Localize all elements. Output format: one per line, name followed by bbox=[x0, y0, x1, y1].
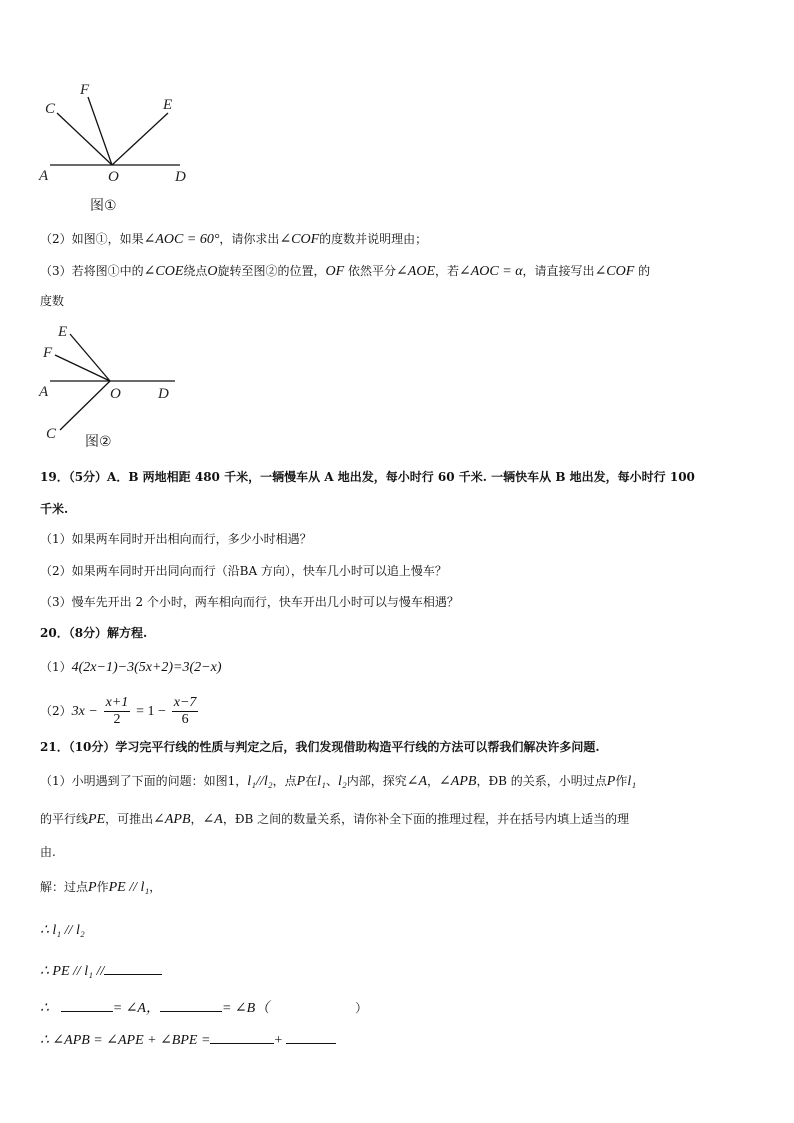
q21-solution-intro: 解：过点P作PE // l₁， bbox=[40, 880, 162, 895]
blank-step2[interactable] bbox=[104, 961, 162, 975]
figure-1 bbox=[30, 80, 210, 220]
q21-step3: ∴ = ∠A， = ∠B（ ） bbox=[40, 998, 764, 1018]
label-E: E bbox=[58, 324, 68, 340]
fraction-1: $\frac{x+1}{2}$ bbox=[105, 695, 129, 727]
q21-part1-line3: 由. bbox=[40, 845, 56, 859]
q21-step1: ∴ l₁ // l₂ bbox=[40, 923, 85, 938]
q21-part1-line1: （1）小明遇到了下面的问题：如图1，l₁//l₂，点P在l₁、l₂内部，探究∠A，∠APB，ÐB 的关系，小明过点P作l₁ bbox=[40, 774, 637, 789]
q18-part3: （3）若将图①中的∠COE绕点O旋转至图②的位置，OF 依然平分∠AOE，若∠AOC = α，请直接写出∠COF 的 bbox=[40, 264, 651, 279]
figure-2 bbox=[30, 318, 210, 458]
label-D: D bbox=[175, 169, 186, 185]
q20-part1: （1）4(2x−1)−3(5x+2)=3(2−x) bbox=[40, 660, 222, 675]
ray-OE bbox=[112, 113, 168, 165]
blank-step3-a[interactable] bbox=[61, 998, 113, 1012]
ray-OF bbox=[88, 97, 112, 165]
label-O: O bbox=[108, 169, 119, 185]
ray-OC bbox=[57, 113, 112, 165]
ray-OC bbox=[60, 381, 110, 430]
q18-part3-line2: 度数 bbox=[40, 294, 65, 308]
q18-part2: （2）如图①，如果∠AOC = 60°，请你求出∠COF的度数并说明理由； bbox=[40, 232, 428, 247]
label-D: D bbox=[158, 386, 169, 402]
q19-part2: （2）如果两车同时开出同向而行（沿BA 方向），快车几小时可以追上慢车？ bbox=[40, 564, 447, 578]
figure-1-diagram bbox=[30, 80, 210, 220]
figure-2-diagram bbox=[30, 318, 210, 458]
q20-stem: 20．（8分）解方程. bbox=[40, 626, 148, 640]
label-F: F bbox=[80, 82, 90, 98]
ray-OF bbox=[55, 355, 110, 381]
ray-OE bbox=[70, 334, 110, 381]
figure-1-caption: 图① bbox=[90, 198, 117, 214]
q21-stem: 21．（10分）学习完平行线的性质与判定之后，我们发现借助构造平行线的方法可以帮我们解决许多问题. bbox=[40, 740, 600, 754]
label-E: E bbox=[163, 97, 173, 113]
q19-part1: （1）如果两车同时开出相向而行，多少小时相遇？ bbox=[40, 532, 312, 546]
q20-part2: （2）3x − $\frac{x+1}{2}$ = 1 − $\frac{x-7}{6}$ bbox=[40, 695, 197, 727]
blank-step3-b[interactable] bbox=[160, 998, 222, 1012]
q21-part1-line2: 的平行线PE，可推出∠APB，∠A，ÐB 之间的数量关系，请你补全下面的推理过程，并在括号内填上适当的理 bbox=[40, 812, 630, 827]
label-O: O bbox=[110, 386, 121, 402]
label-A: A bbox=[39, 168, 49, 184]
figure-2-caption: 图② bbox=[85, 434, 112, 450]
q21-step4: ∴ ∠APB = ∠APE + ∠BPE = + bbox=[40, 1030, 764, 1050]
blank-step4-a[interactable] bbox=[210, 1030, 274, 1044]
q19-part3: （3）慢车先开出 2 个小时，两车相向而行，快车开出几小时可以与慢车相遇？ bbox=[40, 595, 459, 609]
fraction-2: $\frac{x-7}{6}$ bbox=[173, 695, 197, 727]
q19-stem-line2: 千米. bbox=[40, 502, 69, 516]
label-F: F bbox=[43, 345, 53, 361]
q19-stem-line1: 19．（5分）A．B 两地相距 480 千米，一辆慢车从 A 地出发，每小时行 60 千米. 一辆快车从 B 地出发，每小时行 100 bbox=[40, 470, 695, 484]
blank-step4-b[interactable] bbox=[286, 1030, 336, 1044]
label-C: C bbox=[46, 426, 57, 442]
q21-step2: ∴ PE // l₁ // bbox=[40, 961, 764, 981]
label-A: A bbox=[39, 384, 49, 400]
label-C: C bbox=[45, 101, 56, 117]
